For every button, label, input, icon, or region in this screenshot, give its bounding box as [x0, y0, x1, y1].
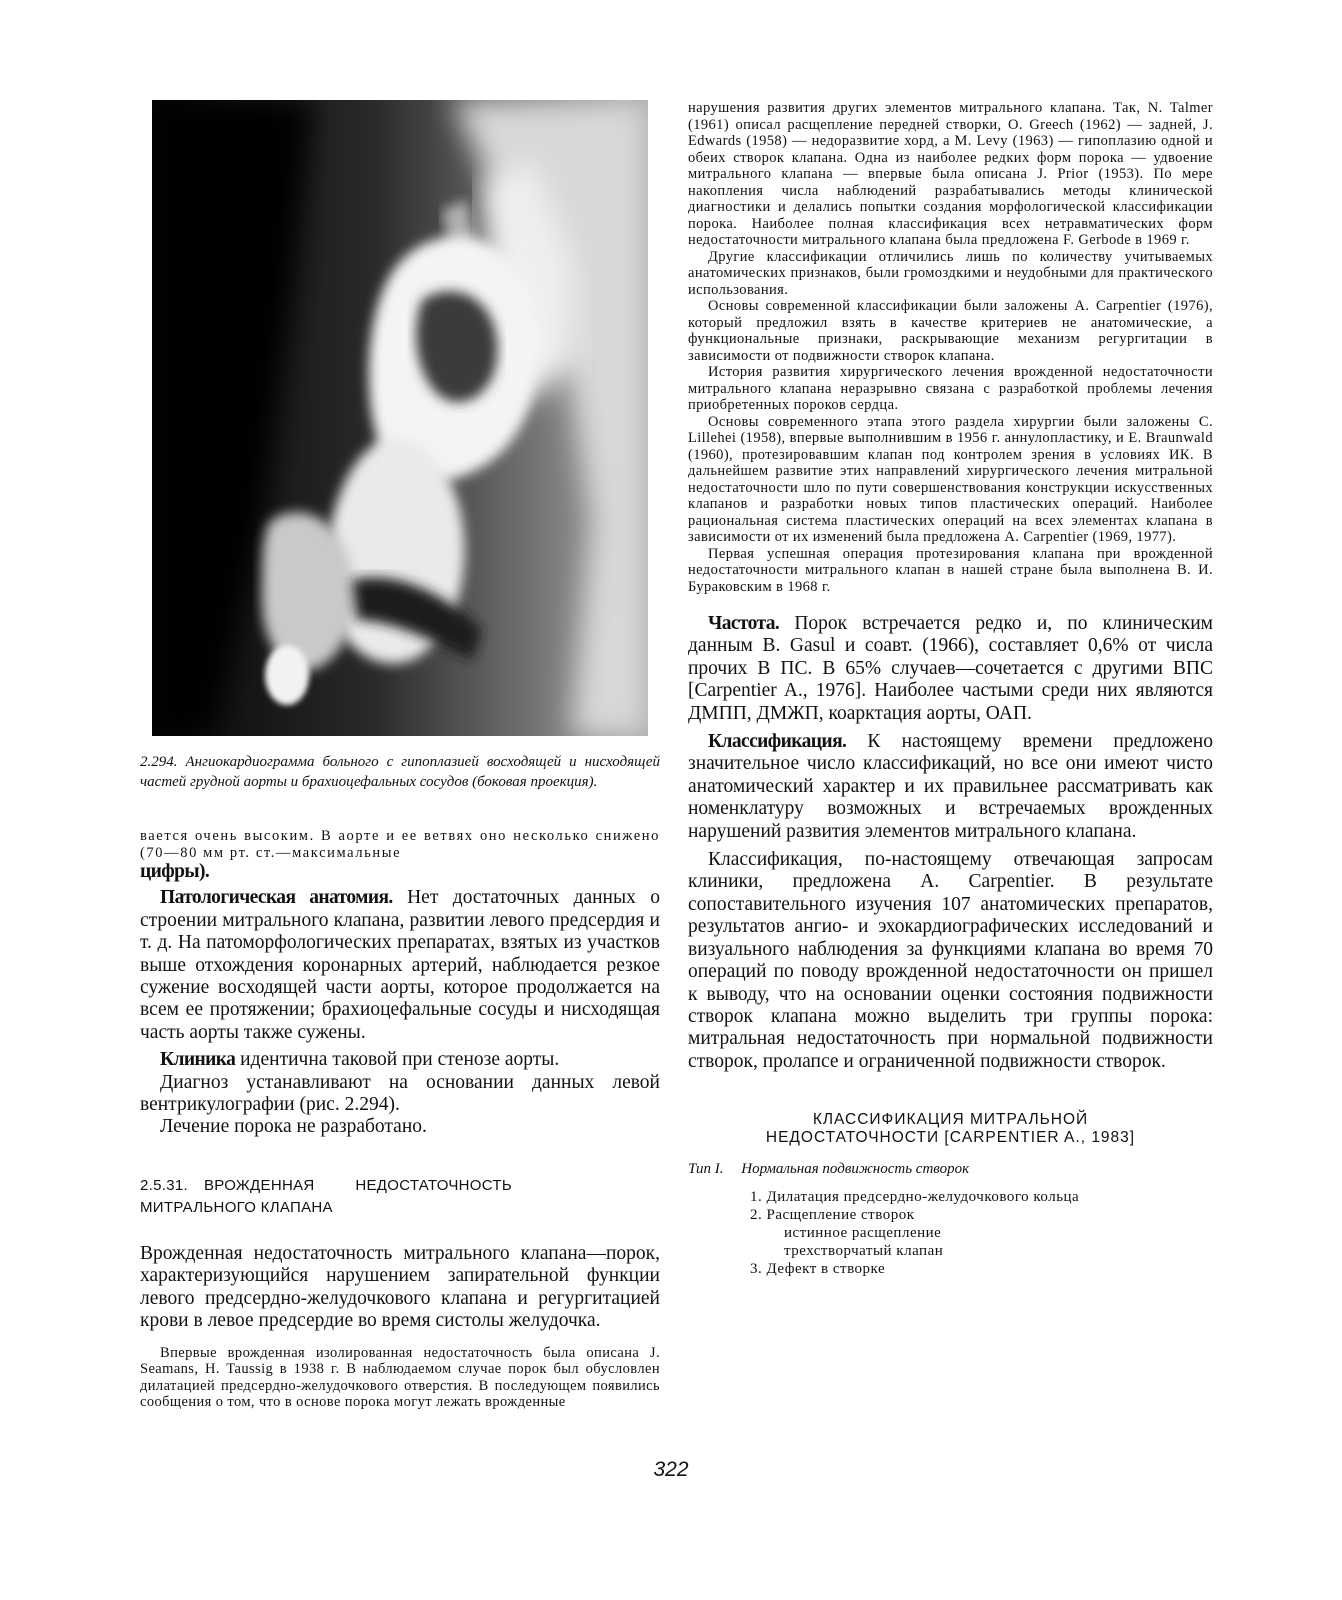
treatment-text: Лечение порока не разработано.: [160, 1116, 427, 1138]
type-line: [688, 1161, 1213, 1178]
other-classifications-text: Другие классификации отличились лишь по количеству учитываемых анатомических признаков, были громоздкими и неудобными для практического использования.: [688, 248, 1213, 298]
list-item: 3. Дефект в створке: [750, 1261, 886, 1278]
section-title-line-2: МИТРАЛЬНОГО КЛАПАНА: [140, 1198, 333, 1216]
continued-text: вается очень высоким. В аорте и ее ветвях оно несколько снижено (70—80 мм рт. ст.—максимальные: [140, 828, 660, 861]
definition-paragraph: [140, 1243, 660, 1333]
modern-stage-text: Основы современного этапа этого раздела хирургии были заложены C. Lillehei (1958), впервые выполнившим в 1956 г. аннулопластику, и E. Braunwald (1960), протезировавшим клапан под контролем зрения в условиях ИК. В дальнейшем развитие этих направлений хирургического лечения митральной недостаточности шло по пути совершенствования конструкции искусственных клапанов и разработки новых типов пластических операций. Наиболее рациональная система пластических операций на всех элементах клапана в зависимости от их изменений была предложена A. Carpentier (1969, 1977).: [688, 413, 1213, 545]
surgery-history-paragraph: [688, 364, 1213, 414]
classification-text: К настоящему времени предложено значительное число классификаций, но все они имеют чисто анатомический характер и их правильнее рассматривать как номенклатуру возможных и встречаемых врожденных нарушений развития элементов митрального клапана.: [688, 731, 1213, 842]
history-paragraph-start: [140, 1345, 660, 1411]
other-classifications-paragraph: [688, 249, 1213, 299]
classification-list: [688, 1188, 1213, 1278]
diagnosis-text: Диагноз устанавливают на основании данных левой вентрикулографии (рис. 2.294).: [140, 1071, 660, 1116]
history-text-start: Впервые врожденная изолированная недостаточность была описана J. Seamans, H. Taussig в 1938 г. В наблюдаемом случае порок был обусловлен дилатацией предсердно-желудочкового отверстия. В последующем появились сообщения о том, что в основе порока могут лежать врожденные: [140, 1344, 660, 1410]
classification-label: Классификация.: [708, 731, 847, 753]
figure-caption: [140, 752, 660, 792]
list-item: 1. Дилатация предсердно-желудочкового кольца: [750, 1189, 1080, 1206]
page-number: 322: [653, 1458, 689, 1481]
diagnosis-paragraph: [140, 1072, 660, 1117]
frequency-text: Порок встречается редко и, по клиническим данным B. Gasul и соавт. (1966), составляет 0,6% от числа прочих В ПС. В 65% случаев—сочетается с другими ВПС [Carpentier A., 1976]. Наиболее частыми среди них являются ДМПП, ДМЖП, коарктация аорты, ОАП.: [688, 613, 1213, 724]
angiocardiogram-graphic: [152, 100, 648, 736]
clinic-paragraph: [140, 1049, 660, 1071]
angiocardiogram-image: [152, 100, 648, 736]
clinic-label: Клиника: [160, 1049, 236, 1071]
section-heading: [140, 1175, 660, 1219]
right-column: [688, 100, 1213, 1278]
pathology-paragraph: [140, 887, 660, 1044]
frequency-paragraph: [688, 613, 1213, 725]
basis-paragraph: [688, 298, 1213, 364]
type-label: Тип I.: [688, 1161, 724, 1178]
basis-text: Основы современной классификации были заложены A. Carpentier (1976), который предложил взять в качестве критериев не анатомические, а функциональные признаки, раскрывающие механизм регургитации в зависимости от подвижности створок клапана.: [688, 298, 1213, 364]
classification-heading-line-1: КЛАССИФИКАЦИЯ МИТРАЛЬНОЙ: [812, 1111, 1089, 1129]
left-column: [140, 828, 660, 1411]
clinic-text: идентична таковой при стенозе аорты.: [235, 1049, 560, 1071]
frequency-label: Частота.: [708, 613, 780, 634]
treatment-paragraph: [140, 1116, 660, 1138]
continued-bold: [140, 861, 660, 883]
section-title-line-1: ВРОЖДЕННАЯ НЕДОСТАТОЧНОСТЬ: [203, 1176, 512, 1194]
continued-bold-text: цифры).: [140, 861, 210, 882]
pathology-label: Патологическая анатомия.: [160, 887, 393, 909]
history-paragraph-cont: [688, 100, 1213, 249]
carpentier-text: Классификация, по-настоящему отвечающая запросам клиники, предложена A. Carpentier. В результате сопоставительного изучения 107 анатомических препаратов, результатов ангио- и эхокардиографических исследований и визуального наблюдения за функциями клапана во время 70 операций по поводу врожденной недостаточности он пришел к выводу, что на основании оценки состояния подвижности створок клапана можно выделить три группы порока: митральная недостаточность при нормальной подвижности створок, пролапсе и ограниченной подвижности створок.: [688, 849, 1213, 1072]
definition-text: Врожденная недостаточность митрального клапана—порок, характеризующийся нарушением запирательной функции левого предсердно-желудочкового клапана и регургитацией крови в левое предсердие во время систолы желудочка.: [140, 1242, 660, 1332]
figure-number: 2.294.: [140, 754, 178, 770]
list-item: истинное расщепление: [784, 1225, 942, 1242]
type-text: Нормальная подвижность створок: [741, 1161, 970, 1178]
section-number: 2.5.31.: [140, 1176, 188, 1194]
list-item: трехстворчатый клапан: [784, 1243, 944, 1260]
classification-paragraph: [688, 731, 1213, 843]
classification-heading: [688, 1111, 1213, 1147]
list-item: 2. Расщепление створок: [750, 1207, 915, 1224]
pathology-text: Нет достаточных данных о строении митрального клапана, развитии левого предсердия и т. д. На патоморфологических препаратах, взятых из участков выше отхождения коронарных артерий, наблюдается резкое сужение восходящей части аорты, которое продолжается на всем ее протяжении; брахиоцефальные сосуды и нисходящая часть аорты также сужены.: [140, 887, 660, 1043]
first-operation-text: Первая успешная операция протезирования клапана при врожденной недостаточности митрального клапан в нашей стране была выполнена В. И. Бураковским в 1968 г.: [688, 545, 1213, 595]
continued-paragraph: [140, 828, 660, 861]
history-text-cont: нарушения развития других элементов митрального клапана. Так, N. Talmer (1961) описал расщепление передней створки, O. Greech (1962) — задней, J. Edwards (1958) — недоразвитие хорд, а M. Levy (1963) — гипоплазию одной и обеих створок клапана. Одна из наиболее редких форм порока — удвоение митрального клапана — впервые была описана J. Prior (1953). По мере накопления числа наблюдений разрабатывались методы клинической диагностики и делались попытки создания морфологической классификации порока. Наиболее полная классификация всех нетравматических форм недостаточности митрального клапана была предложена F. Gerbode в 1969 г.: [688, 100, 1213, 248]
carpentier-paragraph: [688, 849, 1213, 1073]
first-operation-paragraph: [688, 546, 1213, 596]
surgery-history-text: История развития хирургического лечения врожденной недостаточности митрального клапана неразрывно связана с разработкой проблемы лечения приобретенных пороков сердца.: [688, 364, 1213, 413]
modern-stage-paragraph: [688, 414, 1213, 546]
figure-caption-text: Ангиокардиограмма больного с гипоплазией восходящей и нисходящей частей грудной аорты и брахиоцефальных сосудов (боковая проекция).: [140, 754, 661, 790]
classification-heading-line-2: НЕДОСТАТОЧНОСТИ [CARPENTIER A., 1983]: [765, 1129, 1136, 1147]
